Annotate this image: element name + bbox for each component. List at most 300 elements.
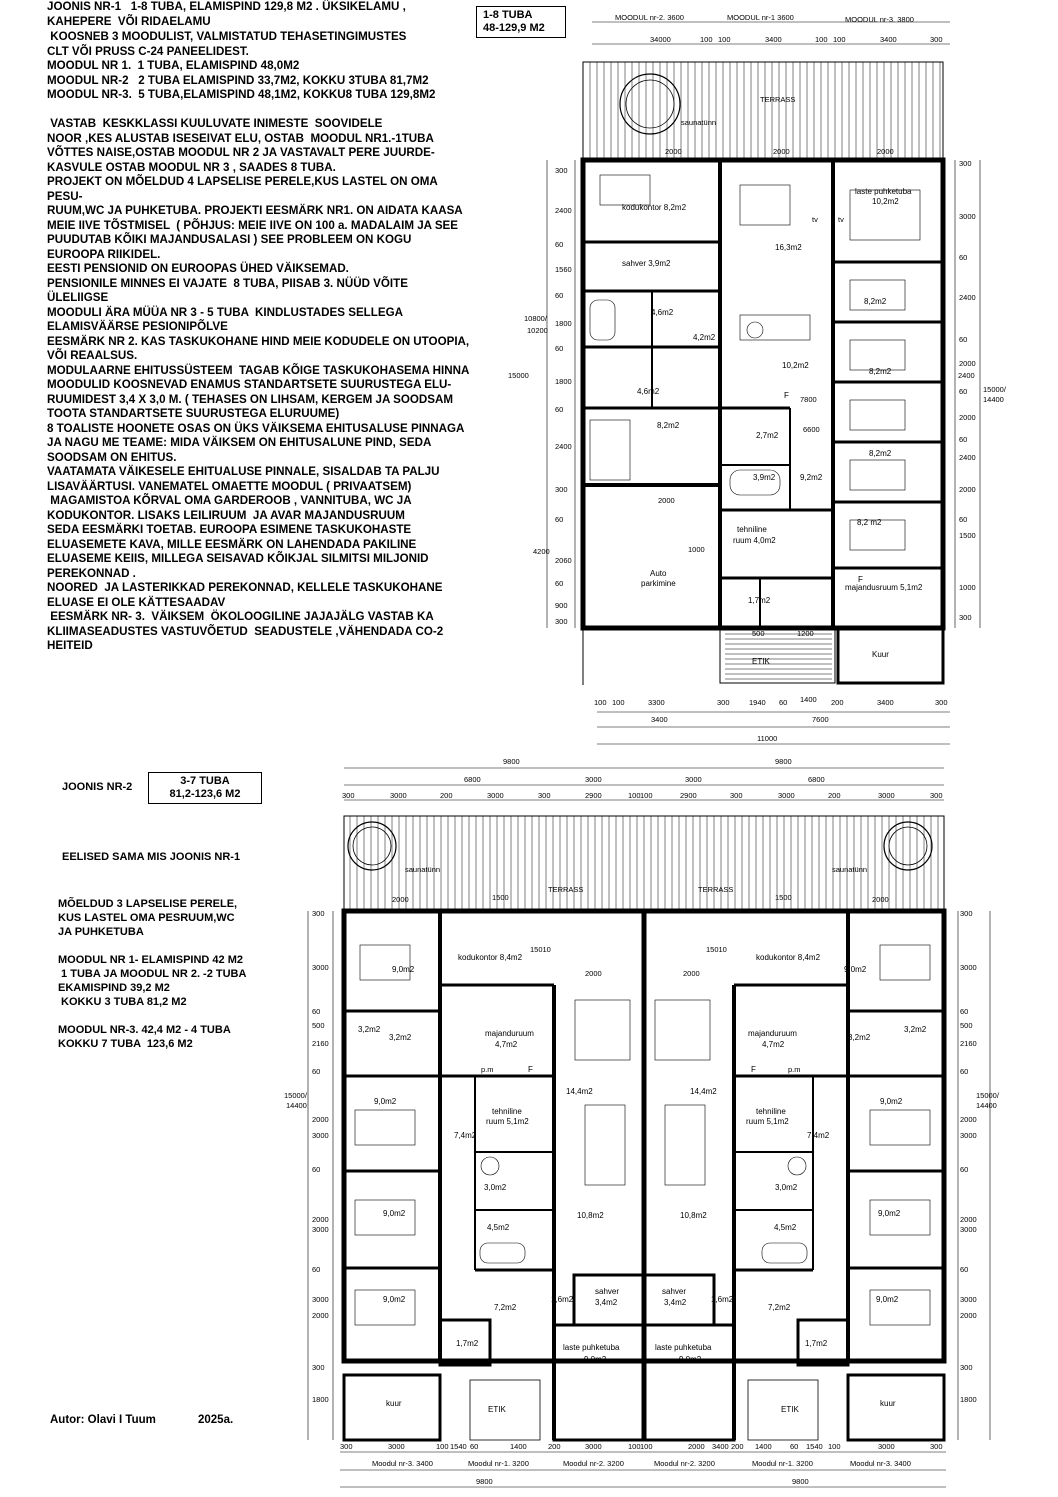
description-line: MAGAMISTOA KÕRVAL OMA GARDEROOB , VANNITUBA, WC JA [47, 494, 412, 507]
room-label: 9,0m2 [679, 1355, 702, 1364]
dimension: 60 [959, 435, 968, 444]
description-line: MÕELDUD 3 LAPSELISE PERELE, [58, 898, 238, 910]
module-label: Moodul nr-1. 3200 [752, 1459, 813, 1468]
dimension: 2000 [312, 1115, 329, 1124]
room-label: 9,0m2 [374, 1097, 397, 1106]
dimension: 3000 [585, 775, 602, 784]
description-line: KOKKU 3 TUBA 81,2 M2 [58, 996, 187, 1008]
dimension: 3000 [388, 1442, 405, 1451]
f-label: F [858, 575, 863, 584]
dimension: 2000 [312, 1215, 329, 1224]
description-line: KUS LASTEL OMA PESRUUM,WC [58, 912, 235, 924]
dimension: 60 [312, 1165, 321, 1174]
dimension: 1800 [312, 1395, 329, 1404]
dimension: 100 [628, 791, 641, 800]
room-label: 1,7m2 [805, 1339, 828, 1348]
module-label: MOODUL nr-2. 3600 [615, 13, 684, 22]
dimension: 14400 [286, 1101, 307, 1110]
description-line: JA PUHKETUBA [58, 926, 144, 938]
dimension: 100 [628, 1442, 641, 1451]
room-label: 8,2m2 [657, 421, 680, 430]
room-label: ruum 5,1m2 [486, 1117, 529, 1126]
room-label: 9,0m2 [876, 1295, 899, 1304]
dimension: 60 [555, 405, 564, 414]
dimension: 200 [440, 791, 453, 800]
dimension: 10200 [527, 326, 548, 335]
room-label: Auto [650, 569, 667, 578]
room-label: 8,2 m2 [857, 518, 882, 527]
dimension: 60 [960, 1007, 969, 1016]
dimension: 300 [340, 1442, 353, 1451]
dimension: 15000/ [284, 1091, 307, 1100]
room-label: Kuur [872, 650, 889, 659]
room-label: 4,6m2 [651, 308, 674, 317]
room-label: ETIK [752, 657, 770, 666]
dimension: 300 [555, 485, 568, 494]
description-line: HEITEID [47, 639, 93, 652]
sheet1-title-line1: JOONIS NR-1 1-8 TUBA, ELAMISPIND 129,8 M2 . ÜKSIKELAMU , [47, 0, 406, 13]
dimension: 2000 [312, 1311, 329, 1320]
dimension: 100 [640, 1442, 653, 1451]
dimension: 60 [959, 515, 968, 524]
dimension: 3000 [878, 1442, 895, 1451]
description-line: MOODULI ÄRA MÜÜA NR 3 - 5 TUBA KINDLUSTADES SELLEGA [47, 305, 403, 319]
dimension: 3000 [390, 791, 407, 800]
dimension: 9800 [792, 1477, 809, 1486]
dimension: 60 [312, 1265, 321, 1274]
dimension: 2400 [959, 293, 976, 302]
dimension: 11000 [757, 734, 778, 743]
description-line: VASTAB KESKKLASSI KUULUVATE INIMESTE SOOVIDELE [47, 117, 383, 130]
dimension: 300 [730, 791, 743, 800]
sheet2-badge-line2: 81,2-123,6 M2 [169, 788, 241, 800]
room-label: 10,2m2 [782, 361, 809, 370]
dimension: 1000 [688, 545, 705, 554]
dimension: 1800 [555, 377, 572, 386]
dimension: 3000 [312, 1225, 329, 1234]
dimension: 3000 [312, 1131, 329, 1140]
dimension: 100 [594, 698, 607, 707]
room-label: 9,0m2 [383, 1209, 406, 1218]
dimension: 2000 [688, 1442, 705, 1451]
description-line: EESMÄRK NR 2. KAS TASKUKOHANE HIND MEIE KODUDELE ON UTOOPIA, [47, 334, 470, 348]
description-line: MOODUL NR-3. 5 TUBA,ELAMISPIND 48,1M2, KOKKU8 TUBA 129,8M2 [47, 88, 436, 101]
room-label: 3,2m2 [389, 1033, 412, 1042]
room-label: kodukontor 8,4m2 [756, 953, 821, 962]
plan2 [308, 768, 990, 1487]
dimension: 900 [555, 601, 568, 610]
dimension: 9800 [775, 757, 792, 766]
dimension: 1800 [960, 1395, 977, 1404]
dimension: 2400 [958, 371, 975, 380]
description-line: VÕI REAALSUS. [47, 349, 138, 362]
dimension: 10800/ [524, 314, 547, 323]
room-label: 1,7m2 [456, 1339, 479, 1348]
dimension: 14400 [976, 1101, 997, 1110]
dimension: 2000 [960, 1311, 977, 1320]
dimension: 2000 [960, 1115, 977, 1124]
dimension: 60 [960, 1265, 969, 1274]
dimension: 9800 [476, 1477, 493, 1486]
description-line: LISAVÄÄRTUSI. VANEMATEL OMAETTE MOODUL ( PRIVAATSEM) [47, 479, 412, 493]
room-label: 7,2m2 [494, 1303, 517, 1312]
dimension: 2060 [555, 556, 572, 565]
dimension: 1000 [959, 583, 976, 592]
dimension: 300 [930, 35, 943, 44]
dimension: 2900 [680, 791, 697, 800]
sheet1-badge-line1: 1-8 TUBA [483, 9, 533, 21]
module-label: Moodul nr-3. 3400 [372, 1459, 433, 1468]
dimension: 3000 [312, 963, 329, 972]
room-label: kuur [386, 1399, 402, 1408]
f-label: F [528, 1065, 533, 1074]
dimension: 100 [640, 791, 653, 800]
dimension: 60 [790, 1442, 799, 1451]
room-label: tehniline [756, 1107, 786, 1116]
dimension: 2000 [959, 359, 976, 368]
description-line: ELUASEME KEIIS, MILLEGA SEISAVAD KÕIKJAL SILMITSI MILJONID [47, 552, 429, 565]
room-label: 4,7m2 [495, 1040, 518, 1049]
description-line: EESTI PENSIONID ON EUROOPAS ÜHED VÄIKSEMAD. [47, 262, 349, 275]
description-line: EESMÄRK NR- 3. VÄIKSEM ÖKOLOOGILINE JAJAJÄLG VASTAB KA [47, 610, 434, 623]
room-label: 3,9m2 [753, 473, 776, 482]
dimension: 60 [555, 291, 564, 300]
description-line: RUUM,WC JA PUHKETUBA. PROJEKTI EESMÄRK NR1. ON AIDATA KAASA [47, 204, 463, 217]
dimension: 3300 [648, 698, 665, 707]
dimension: 3000 [878, 791, 895, 800]
tv-label: tv [812, 215, 818, 224]
room-label: 3,2m2 [358, 1025, 381, 1034]
dimension: 2000 [658, 496, 675, 505]
dimension: 1400 [755, 1442, 772, 1451]
description-line: MOODUL NR-3. 42,4 M2 - 4 TUBA [58, 1024, 231, 1036]
sheet2-title: JOONIS NR-2 [62, 781, 133, 793]
dimension: 100 [718, 35, 731, 44]
dimension: 60 [470, 1442, 479, 1451]
dimension: 1940 [749, 698, 766, 707]
dimension: 3000 [959, 212, 976, 221]
dimension: 2000 [960, 1215, 977, 1224]
dimension: 200 [548, 1442, 561, 1451]
description-line: KASVULE OSTAB MOODUL NR 3 , SAADES 8 TUBA. [47, 160, 336, 174]
description-line: PROJEKT ON MÕELDUD 4 LAPSELISE PERELE,KUS LASTEL ON OMA [47, 175, 438, 188]
dimension: 3400 [880, 35, 897, 44]
description-line: MOODUL NR 1. 1 TUBA, ELAMISPIND 48,0M2 [47, 59, 300, 72]
room-label: kuur [880, 1399, 896, 1408]
dimension: 60 [312, 1067, 321, 1076]
dimension: 7800 [800, 395, 817, 404]
dimension: 3400 [765, 35, 782, 44]
dimension: 2160 [960, 1039, 977, 1048]
dimension: 3000 [685, 775, 702, 784]
room-label: 14,4m2 [566, 1087, 593, 1096]
dimension: 60 [555, 344, 564, 353]
description-line: MOODUL NR-2 2 TUBA ELAMISPIND 33,7M2, KOKKU 3TUBA 81,7M2 [47, 73, 429, 87]
dimension: 3000 [778, 791, 795, 800]
room-label: 1,6m2 [711, 1295, 734, 1304]
module-label: MOODUL nr-3. 3800 [845, 15, 914, 24]
dimension: 2000 [877, 147, 894, 156]
dimension: 100 [833, 35, 846, 44]
room-label: sahver [662, 1287, 687, 1296]
dimension: 2000 [665, 147, 682, 156]
room-label: 4,5m2 [774, 1223, 797, 1232]
description-line: TOOTA STANDARTSETE SUURUSTEGA ELURUUME) [47, 407, 340, 420]
room-label: 8,2m2 [869, 449, 892, 458]
dimension: 2000 [959, 413, 976, 422]
room-label: tehniline [737, 525, 767, 534]
description-line: PENSIONILE MINNES EI VAJATE 8 TUBA, PIISAB 3. NÜÜD VÕITE [47, 276, 408, 290]
room-label: 3,0m2 [484, 1183, 507, 1192]
dimension: 1500 [775, 893, 792, 902]
room-label: 10,8m2 [577, 1211, 604, 1220]
description-line: PEREKONNAD . [47, 566, 136, 580]
dimension: 3000 [312, 1295, 329, 1304]
dimension: 2400 [555, 206, 572, 215]
dimension: 6800 [464, 775, 481, 784]
dimension: 1400 [510, 1442, 527, 1451]
room-label: 8,2m2 [869, 367, 892, 376]
dimension: 2000 [585, 969, 602, 978]
sauna-label: saunatünn [405, 865, 441, 874]
room-label: 9,0m2 [844, 965, 867, 974]
description-line: VÕTTES NAISE,OSTAB MOODUL NR 2 JA VASTAVALT PERE JUURDE- [47, 146, 435, 159]
description-line: ELUASEMETE KAVA, MILLE EESMÄRK ON LAHENDADA PAKILINE [47, 537, 417, 551]
room-label: 10,8m2 [680, 1211, 707, 1220]
room-label: 10,2m2 [872, 197, 899, 206]
dimension: 100 [815, 35, 828, 44]
sauna-label: saunatünn [681, 118, 717, 127]
description-line: VAATAMATA VÄIKESELE EHITUALUSE PINNALE, SISALDAB TA PALJU [47, 465, 440, 478]
dimension: 1540 [806, 1442, 823, 1451]
room-label: 4,2m2 [693, 333, 716, 342]
module-label: MOODUL nr-1 3600 [727, 13, 794, 22]
dimension: 3400 [712, 1442, 729, 1451]
room-label: 9,0m2 [584, 1355, 607, 1364]
dimension: 2000 [872, 895, 889, 904]
dimension: 3000 [585, 1442, 602, 1451]
year: 2025a. [198, 1414, 234, 1426]
dimension: 2000 [773, 147, 790, 156]
terrace-label: TERRASS [698, 885, 734, 894]
dimension: 7600 [812, 715, 829, 724]
dimension: 15000/ [983, 385, 1006, 394]
dimension: 2160 [312, 1039, 329, 1048]
description-line: PUUDUTAB KÕIKI MAJANDUSALASI ) SEE PROBLEEM ON KOGU [47, 233, 412, 246]
module-label: Moodul nr-1. 3200 [468, 1459, 529, 1468]
room-label: 3,2m2 [904, 1025, 927, 1034]
room-label: kodukontor 8,4m2 [458, 953, 523, 962]
room-label: 2,7m2 [756, 431, 779, 440]
pm-label: p.m [788, 1065, 801, 1074]
dimension: 200 [828, 791, 841, 800]
room-label: 1,7m2 [748, 596, 771, 605]
dimension: 300 [960, 1363, 973, 1372]
dimension: 60 [555, 240, 564, 249]
description-line: CLT VÕI PRUSS C-24 PANEELIDEST. [47, 44, 249, 58]
room-label: majandusruum 5,1m2 [845, 583, 923, 592]
room-label: parkimine [641, 579, 676, 588]
dimension: 1400 [800, 695, 817, 704]
description-line: NOORED JA LASTERIKKAD PEREKONNAD, KELLELE TASKUKOHANE [47, 581, 443, 594]
dimension: 300 [959, 613, 972, 622]
description-line: KLIIMASEADUSTES VASTUVÕETUD SEADUSTELE ,VÄHENDADA CO-2 [47, 624, 444, 638]
dimension: 100 [700, 35, 713, 44]
description-line: KOKKU 7 TUBA 123,6 M2 [58, 1038, 193, 1050]
terrace-label: TERRASS [760, 95, 796, 104]
description-line: 1 TUBA JA MOODUL NR 2. -2 TUBA [58, 968, 247, 980]
room-label: 14,4m2 [690, 1087, 717, 1096]
dimension: 300 [555, 617, 568, 626]
sheet2-subtitle: EELISED SAMA MIS JOONIS NR-1 [62, 851, 241, 863]
dimension: 2400 [959, 453, 976, 462]
dimension: 100 [828, 1442, 841, 1451]
room-label: 9,0m2 [383, 1295, 406, 1304]
room-label: tehniline [492, 1107, 522, 1116]
dimension: 60 [779, 698, 788, 707]
dimension: 2000 [683, 969, 700, 978]
dimension: 300 [930, 791, 943, 800]
dimension: 100 [612, 698, 625, 707]
dimension: 3000 [487, 791, 504, 800]
description-line: SOODSAM ON EHITUS. [47, 450, 177, 464]
dimension: 9800 [503, 757, 520, 766]
dimension: 15000/ [976, 1091, 999, 1100]
room-label: 9,2m2 [800, 473, 823, 482]
room-label: kodukontor 8,2m2 [622, 203, 687, 212]
dimension: 15000 [508, 371, 529, 380]
dimension: 60 [555, 515, 564, 524]
room-label: 3,0m2 [775, 1183, 798, 1192]
dimension: 300 [960, 909, 973, 918]
sheet1-title-line2: KAHEPERE VÕI RIDAELAMU [47, 15, 211, 28]
dimension: 300 [930, 1442, 943, 1451]
dimension: 60 [960, 1165, 969, 1174]
description-line: RUUMIDEST 3,4 X 3,0 M. ( TEHASES ON LIHSAM, KERGEM JA SOODSAM [47, 392, 454, 406]
room-label: laste puhketuba [655, 1343, 712, 1352]
dimension: 6600 [803, 425, 820, 434]
tv-label: tv [838, 215, 844, 224]
dimension: 500 [312, 1021, 325, 1030]
dimension: 300 [555, 166, 568, 175]
room-label: majanduruum [485, 1029, 534, 1038]
room-label: 8,2m2 [864, 297, 887, 306]
sauna-label: saunatünn [832, 865, 868, 874]
dimension: 500 [752, 629, 765, 638]
dimension: 3000 [960, 1295, 977, 1304]
description-line: MEIE IIVE TÕSTMISEL ( PÕHJUS: MEIE IIVE ON 100 a. MADALAIM JA SEE [47, 218, 459, 232]
room-label: 4,5m2 [487, 1223, 510, 1232]
dimension: 300 [312, 1363, 325, 1372]
dimension: 2000 [959, 485, 976, 494]
dimension: 2400 [555, 442, 572, 451]
dimension: 14400 [983, 395, 1004, 404]
description-line: PESU- [47, 189, 83, 203]
description-line: MOODULID KOOSNEVAD ENAMUS STANDARTSETE SUURUSTEGA ELU- [47, 378, 452, 391]
room-label: sahver [595, 1287, 620, 1296]
room-label: 4,6m2 [637, 387, 660, 396]
dimension: 1500 [959, 531, 976, 540]
dimension: 15010 [706, 945, 727, 954]
pm-label: p.m [481, 1065, 494, 1074]
description-line: 8 TOALISTE HOONETE OSAS ON ÜKS VÄIKSEMA EHITUSALUSE PINNAGA [47, 421, 465, 435]
dimension: 60 [959, 387, 968, 396]
room-label: 1,6m2 [551, 1295, 574, 1304]
dimension: 100 [436, 1442, 449, 1451]
dimension: 200 [831, 698, 844, 707]
room-label: 9,0m2 [392, 965, 415, 974]
room-label: 16,3m2 [775, 243, 802, 252]
module-label: Moodul nr-3. 3400 [850, 1459, 911, 1468]
module-label: Moodul nr-2. 3200 [654, 1459, 715, 1468]
room-label: ruum 4,0m2 [733, 536, 776, 545]
room-label: laste puhketuba [563, 1343, 620, 1352]
f-label: F [784, 391, 789, 400]
room-label: ruum 5,1m2 [746, 1117, 789, 1126]
dimension: 2000 [392, 895, 409, 904]
room-label: 3,2m2 [848, 1033, 871, 1042]
dimension: 1540 [450, 1442, 467, 1451]
dimension: 15010 [530, 945, 551, 954]
description-line: MOODUL NR 1- ELAMISPIND 42 M2 [58, 954, 243, 966]
room-label: 7,4m2 [454, 1131, 477, 1140]
dimension: 60 [959, 335, 968, 344]
dimension: 60 [555, 579, 564, 588]
room-label: sahver 3,9m2 [622, 259, 671, 268]
dimension: 300 [538, 791, 551, 800]
room-label: ETIK [488, 1405, 506, 1414]
description-line: ÜLELIIGSE [47, 291, 109, 304]
description-line: ELUASE EI OLE KÄTTESAADAV [47, 595, 226, 609]
dimension: 1500 [492, 893, 509, 902]
dimension: 1800 [555, 319, 572, 328]
dimension: 1560 [555, 265, 572, 274]
dimension: 3000 [960, 1225, 977, 1234]
module-label: Moodul nr-2. 3200 [563, 1459, 624, 1468]
dimension: 60 [312, 1007, 321, 1016]
dimension: 3000 [960, 1131, 977, 1140]
terrace-label: TERRASS [548, 885, 584, 894]
dimension: 300 [717, 698, 730, 707]
dimension: 300 [959, 159, 972, 168]
room-label: 9,0m2 [878, 1209, 901, 1218]
description-line: SEDA EESMÄRKI TOETAB. EUROOPA ESIMENE TASKUKOHASTE [47, 523, 412, 536]
room-label: 7,4m2 [807, 1131, 830, 1140]
dimension: 3400 [651, 715, 668, 724]
room-label: 3,4m2 [595, 1298, 618, 1307]
sheet2-badge-line1: 3-7 TUBA [180, 775, 230, 787]
dimension: 200 [731, 1442, 744, 1451]
room-label: 9,0m2 [880, 1097, 903, 1106]
description-line: NOOR ,KES ALUSTAB ISESEIVAT ELU, OSTAB MOODUL NR1.-1TUBA [47, 131, 434, 145]
f-label: F [751, 1065, 756, 1074]
description-line: KOOSNEB 3 MOODULIST, VALMISTATUD TEHASETINGIMUSTES [47, 30, 407, 43]
room-label: ETIK [781, 1405, 799, 1414]
dimension: 300 [342, 791, 355, 800]
dimension: 60 [960, 1067, 969, 1076]
description-line: MODULAARNE EHITUSSÜSTEEM TAGAB KÕIGE TASKUKOHASEMA HINNA [47, 363, 470, 377]
dimension: 300 [935, 698, 948, 707]
description-line: ELAMISVÄÄRSE PESIONIPÕLVE [47, 320, 228, 333]
dimension: 34000 [650, 35, 671, 44]
room-label: 7,2m2 [768, 1303, 791, 1312]
room-label: majanduruum [748, 1029, 797, 1038]
dimension: 300 [312, 909, 325, 918]
dimension: 60 [959, 253, 968, 262]
dimension: 4200 [533, 547, 550, 556]
description-line: KODUKONTOR. LISAKS LEILIRUUM JA AVAR MAJANDUSRUUM [47, 508, 405, 522]
dimension: 1200 [797, 629, 814, 638]
